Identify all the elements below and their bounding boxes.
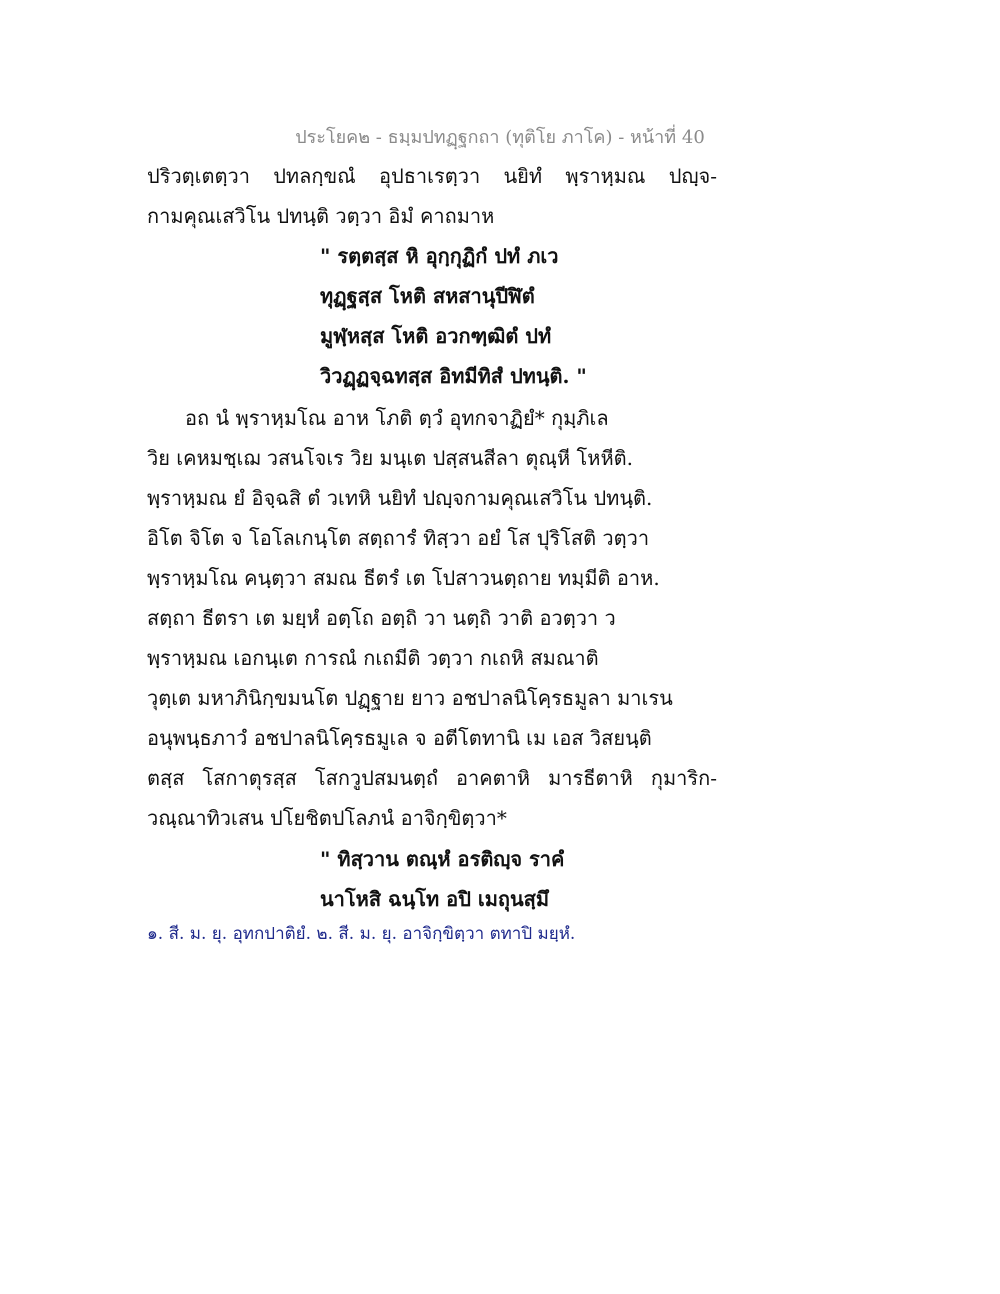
- text-line: พฺราหฺมณ ยํ อิจฺฉสิ ตํ วเทหิ นยิทํ ปญฺจกามคุณเสวิโน ปทนฺติ.: [147, 486, 653, 510]
- text-line: อถ นํ พฺราหฺมโณ อาห โภติ ตฺวํ อุทกจาฏิยํ* กุมฺภิเล: [185, 406, 609, 430]
- text-line: ตสฺส โสกาตุรสฺส โสกวูปสมนตฺถํ อาคตาหิ มารธีตาหิ กุมาริก-: [147, 766, 717, 790]
- verse-line: ทุฏฺฐสฺส โหติ สหสานุปีฬิตํ: [320, 284, 535, 308]
- verse-line: " รตฺตสฺส หิ อุกฺกุฏิกํ ปทํ ภเว: [320, 244, 559, 268]
- text-line: วุตฺเต มหาภินิกฺขมนโต ปฏฺฐาย ยาว อชปาลนิโคฺรธมูลา มาเรน: [147, 686, 673, 710]
- text-line: วณฺณาทิวเสน ปโยชิตปโลภนํ อาจิกฺขิตฺวา*: [147, 806, 507, 830]
- text-line: วิย เคหมชฺเฌ วสนโจเร วิย มนฺเต ปสฺสนสีลา ตุณฺหี โหหีติ.: [147, 446, 633, 470]
- verse-line: วิวฏฺฏจฺฉทสฺส อิทมีทิสํ ปทนฺติ. ": [320, 364, 587, 388]
- text-line: ปริวตฺเตตฺวา ปทลกฺขณํ อุปธาเรตฺวา นยิทํ พฺราหฺมณ ปญฺจ-: [147, 164, 717, 188]
- text-line: สตฺถา ธีตรา เต มยฺหํ อตฺโถ อตฺถิ วา นตฺถิ วาติ อวตฺวา ว: [147, 606, 616, 630]
- text-line: พฺราหฺมโณ คนฺตฺวา สมณ ธีตรํ เต โปสาวนตฺถาย ทมฺมีติ อาห.: [147, 566, 660, 590]
- text-line: อิโต จิโต จ โอโลเกนฺโต สตฺถารํ ทิสฺวา อยํ โส ปุริโสติ วตฺวา: [147, 526, 650, 550]
- text-line: พฺราหฺมณ เอกนฺเต การณํ กเถมีติ วตฺวา กเถหิ สมณาติ: [147, 646, 599, 670]
- text-line: อนุพนฺธภาวํ อชปาลนิโคฺรธมูเล จ อตีโตทานิ เม เอส วิสยนฺติ: [147, 726, 652, 750]
- page-header: ประโยค๒ - ธมฺมปทฏฺฐกถา (ทุติโย ภาโค) - หน้าที่ 40: [295, 127, 705, 148]
- verse-line: มูฬฺหสฺส โหติ อวกฑฺฒิตํ ปทํ: [320, 324, 552, 348]
- footnote: ๑. สี. ม. ยุ. อุทกปาติยํ. ๒. สี. ม. ยุ. อาจิกฺขิตฺวา ตทาปิ มยฺหํ.: [147, 924, 576, 944]
- verse-line: " ทิสฺวาน ตณฺหํ อรติญฺจ ราคํ: [320, 847, 565, 871]
- verse-line: นาโหสิ ฉนฺโท อปิ เมถุนสฺมึ: [320, 887, 550, 911]
- text-line: กามคุณเสวิโน ปทนฺติ วตฺวา อิมํ คาถมาห: [147, 204, 495, 228]
